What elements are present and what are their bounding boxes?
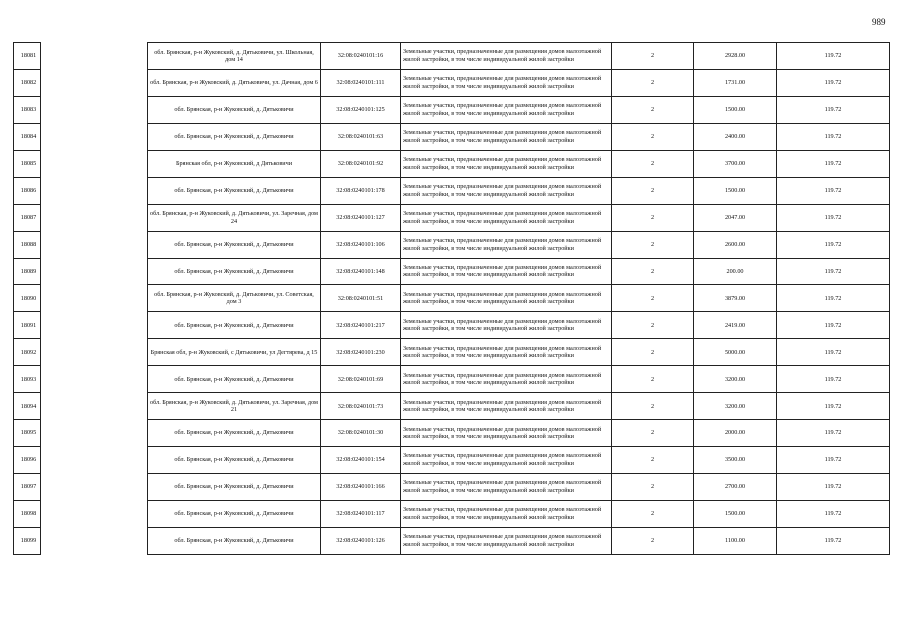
area-cell: 3200.00: [694, 366, 777, 393]
spacer-cell: [41, 447, 148, 474]
specific-value-cell: 119.72: [777, 500, 890, 527]
cadastral-number-cell: 32:08:0240101:30: [321, 420, 401, 447]
specific-value-cell: 119.72: [777, 474, 890, 501]
row-number-cell: 18098: [14, 500, 41, 527]
spacer-cell: [41, 204, 148, 231]
cadastral-number-cell: 32:08:0240101:125: [321, 96, 401, 123]
area-cell: 2700.00: [694, 474, 777, 501]
group-cell: 2: [612, 339, 694, 366]
spacer-cell: [41, 474, 148, 501]
area-cell: 1500.00: [694, 177, 777, 204]
address-cell: обл. Брянская, р-н Жуковский, д. Дятьковичи: [148, 527, 321, 554]
cadastral-number-cell: 32:08:0240101:16: [321, 43, 401, 70]
spacer-cell: [41, 43, 148, 70]
land-purpose-cell: Земельные участки, предназначенные для размещения домов малоэтажной жилой застройки, в том числе индивидуальной жилой застройки: [401, 150, 612, 177]
spacer-cell: [41, 150, 148, 177]
cadastral-number-cell: 32:08:0240101:117: [321, 500, 401, 527]
land-purpose-cell: Земельные участки, предназначенные для размещения домов малоэтажной жилой застройки, в том числе индивидуальной жилой застройки: [401, 393, 612, 420]
group-cell: 2: [612, 393, 694, 420]
group-cell: 2: [612, 527, 694, 554]
group-cell: 2: [612, 204, 694, 231]
land-purpose-cell: Земельные участки, предназначенные для размещения домов малоэтажной жилой застройки, в том числе индивидуальной жилой застройки: [401, 339, 612, 366]
specific-value-cell: 119.72: [777, 150, 890, 177]
row-number-cell: 18082: [14, 69, 41, 96]
cadastral-number-cell: 32:08:0240101:126: [321, 527, 401, 554]
address-cell: обл. Брянская, р-н Жуковский, д. Дятьковичи, ул. Заречная, дом 24: [148, 204, 321, 231]
row-number-cell: 18099: [14, 527, 41, 554]
spacer-cell: [41, 177, 148, 204]
table-row: [14, 312, 890, 339]
land-purpose-cell: Земельные участки, предназначенные для размещения домов малоэтажной жилой застройки, в том числе индивидуальной жилой застройки: [401, 177, 612, 204]
area-cell: 3700.00: [694, 150, 777, 177]
area-cell: 3200.00: [694, 393, 777, 420]
cadastral-number-cell: 32:08:0240101:106: [321, 231, 401, 258]
table-row: [14, 258, 890, 285]
area-cell: 1500.00: [694, 96, 777, 123]
spacer-cell: [41, 312, 148, 339]
spacer-cell: [41, 231, 148, 258]
row-number-cell: 18092: [14, 339, 41, 366]
address-cell: обл. Брянская, р-н Жуковский, д. Дятьковичи: [148, 447, 321, 474]
specific-value-cell: 119.72: [777, 177, 890, 204]
group-cell: 2: [612, 500, 694, 527]
table-row: [14, 420, 890, 447]
group-cell: 2: [612, 231, 694, 258]
specific-value-cell: 119.72: [777, 231, 890, 258]
specific-value-cell: 119.72: [777, 285, 890, 312]
area-cell: 1100.00: [694, 527, 777, 554]
area-cell: 200.00: [694, 258, 777, 285]
group-cell: 2: [612, 69, 694, 96]
specific-value-cell: 119.72: [777, 447, 890, 474]
land-purpose-cell: Земельные участки, предназначенные для размещения домов малоэтажной жилой застройки, в том числе индивидуальной жилой застройки: [401, 527, 612, 554]
cadastral-number-cell: 32:08:0240101:148: [321, 258, 401, 285]
specific-value-cell: 119.72: [777, 69, 890, 96]
row-number-cell: 18085: [14, 150, 41, 177]
address-cell: обл. Брянская, р-н Жуковский, д. Дятьковичи, ул. Дачная, дом 6: [148, 69, 321, 96]
land-purpose-cell: Земельные участки, предназначенные для размещения домов малоэтажной жилой застройки, в том числе индивидуальной жилой застройки: [401, 366, 612, 393]
address-cell: обл. Брянская, р-н Жуковский, д. Дятьковичи: [148, 123, 321, 150]
spacer-cell: [41, 123, 148, 150]
spacer-cell: [41, 69, 148, 96]
land-purpose-cell: Земельные участки, предназначенные для размещения домов малоэтажной жилой застройки, в том числе индивидуальной жилой застройки: [401, 43, 612, 70]
address-cell: обл. Брянская, р-н Жуковский, д. Дятьковичи, ул. Школьная, дом 14: [148, 43, 321, 70]
spacer-cell: [41, 339, 148, 366]
row-number-cell: 18090: [14, 285, 41, 312]
cadastral-number-cell: 32:08:0240101:230: [321, 339, 401, 366]
table-row: [14, 96, 890, 123]
table-row: [14, 204, 890, 231]
row-number-cell: 18091: [14, 312, 41, 339]
area-cell: 2400.00: [694, 123, 777, 150]
land-purpose-cell: Земельные участки, предназначенные для размещения домов малоэтажной жилой застройки, в том числе индивидуальной жилой застройки: [401, 312, 612, 339]
specific-value-cell: 119.72: [777, 339, 890, 366]
specific-value-cell: 119.72: [777, 123, 890, 150]
address-cell: обл. Брянская, р-н Жуковский, д. Дятьковичи, ул. Советская, дом 3: [148, 285, 321, 312]
row-number-cell: 18088: [14, 231, 41, 258]
cadastral-number-cell: 32:08:0240101:217: [321, 312, 401, 339]
cadastral-number-cell: 32:08:0240101:63: [321, 123, 401, 150]
spacer-cell: [41, 258, 148, 285]
row-number-cell: 18083: [14, 96, 41, 123]
area-cell: 2000.00: [694, 420, 777, 447]
specific-value-cell: 119.72: [777, 258, 890, 285]
land-purpose-cell: Земельные участки, предназначенные для размещения домов малоэтажной жилой застройки, в том числе индивидуальной жилой застройки: [401, 69, 612, 96]
table-row: [14, 150, 890, 177]
area-cell: 2928.00: [694, 43, 777, 70]
table-row: [14, 339, 890, 366]
spacer-cell: [41, 285, 148, 312]
address-cell: обл. Брянская, р-н Жуковский, д. Дятьковичи: [148, 231, 321, 258]
land-purpose-cell: Земельные участки, предназначенные для размещения домов малоэтажной жилой застройки, в том числе индивидуальной жилой застройки: [401, 285, 612, 312]
group-cell: 2: [612, 420, 694, 447]
area-cell: 1731.00: [694, 69, 777, 96]
group-cell: 2: [612, 258, 694, 285]
address-cell: Брянская обл, р-н Жуковский, д Дятьковичи: [148, 150, 321, 177]
row-number-cell: 18097: [14, 474, 41, 501]
land-parcel-table: [13, 42, 890, 555]
page-number: 989: [872, 17, 886, 27]
table-row: [14, 500, 890, 527]
specific-value-cell: 119.72: [777, 204, 890, 231]
cadastral-number-cell: 32:08:0240101:92: [321, 150, 401, 177]
specific-value-cell: 119.72: [777, 527, 890, 554]
row-number-cell: 18086: [14, 177, 41, 204]
group-cell: 2: [612, 177, 694, 204]
table-row: [14, 43, 890, 70]
cadastral-number-cell: 32:08:0240101:73: [321, 393, 401, 420]
row-number-cell: 18081: [14, 43, 41, 70]
cadastral-number-cell: 32:08:0240101:111: [321, 69, 401, 96]
land-purpose-cell: Земельные участки, предназначенные для размещения домов малоэтажной жилой застройки, в том числе индивидуальной жилой застройки: [401, 231, 612, 258]
address-cell: обл. Брянская, р-н Жуковский, д. Дятьковичи: [148, 312, 321, 339]
row-number-cell: 18089: [14, 258, 41, 285]
address-cell: обл. Брянская, р-н Жуковский, д. Дятьковичи: [148, 500, 321, 527]
land-purpose-cell: Земельные участки, предназначенные для размещения домов малоэтажной жилой застройки, в том числе индивидуальной жилой застройки: [401, 204, 612, 231]
group-cell: 2: [612, 150, 694, 177]
address-cell: обл. Брянская, р-н Жуковский, д. Дятьковичи: [148, 366, 321, 393]
row-number-cell: 18084: [14, 123, 41, 150]
specific-value-cell: 119.72: [777, 96, 890, 123]
group-cell: 2: [612, 285, 694, 312]
table-row: [14, 69, 890, 96]
specific-value-cell: 119.72: [777, 366, 890, 393]
address-cell: обл. Брянская, р-н Жуковский, д. Дятьковичи: [148, 177, 321, 204]
specific-value-cell: 119.72: [777, 393, 890, 420]
group-cell: 2: [612, 123, 694, 150]
area-cell: 3879.00: [694, 285, 777, 312]
table-body: [14, 43, 890, 555]
spacer-cell: [41, 393, 148, 420]
row-number-cell: 18094: [14, 393, 41, 420]
address-cell: обл. Брянская, р-н Жуковский, д. Дятьковичи: [148, 474, 321, 501]
land-purpose-cell: Земельные участки, предназначенные для размещения домов малоэтажной жилой застройки, в том числе индивидуальной жилой застройки: [401, 420, 612, 447]
area-cell: 3500.00: [694, 447, 777, 474]
group-cell: 2: [612, 312, 694, 339]
spacer-cell: [41, 420, 148, 447]
area-cell: 5000.00: [694, 339, 777, 366]
spacer-cell: [41, 500, 148, 527]
address-cell: Брянская обл, р-н Жуковский, с Дятьковичи, ул Дегтярева, д 15: [148, 339, 321, 366]
table-row: [14, 231, 890, 258]
area-cell: 2419.00: [694, 312, 777, 339]
table-row: [14, 393, 890, 420]
row-number-cell: 18093: [14, 366, 41, 393]
area-cell: 2047.00: [694, 204, 777, 231]
table-row: [14, 177, 890, 204]
cadastral-number-cell: 32:08:0240101:127: [321, 204, 401, 231]
area-cell: 2600.00: [694, 231, 777, 258]
specific-value-cell: 119.72: [777, 43, 890, 70]
table-row: [14, 527, 890, 554]
address-cell: обл. Брянская, р-н Жуковский, д. Дятьковичи, ул. Заречная, дом 21: [148, 393, 321, 420]
address-cell: обл. Брянская, р-н Жуковский, д. Дятьковичи: [148, 258, 321, 285]
land-purpose-cell: Земельные участки, предназначенные для размещения домов малоэтажной жилой застройки, в том числе индивидуальной жилой застройки: [401, 500, 612, 527]
row-number-cell: 18095: [14, 420, 41, 447]
cadastral-number-cell: 32:08:0240101:154: [321, 447, 401, 474]
cadastral-number-cell: 32:08:0240101:178: [321, 177, 401, 204]
area-cell: 1500.00: [694, 500, 777, 527]
group-cell: 2: [612, 447, 694, 474]
land-purpose-cell: Земельные участки, предназначенные для размещения домов малоэтажной жилой застройки, в том числе индивидуальной жилой застройки: [401, 447, 612, 474]
table-row: [14, 447, 890, 474]
address-cell: обл. Брянская, р-н Жуковский, д. Дятьковичи: [148, 420, 321, 447]
row-number-cell: 18087: [14, 204, 41, 231]
cadastral-number-cell: 32:08:0240101:51: [321, 285, 401, 312]
table-row: [14, 285, 890, 312]
land-purpose-cell: Земельные участки, предназначенные для размещения домов малоэтажной жилой застройки, в том числе индивидуальной жилой застройки: [401, 474, 612, 501]
spacer-cell: [41, 96, 148, 123]
row-number-cell: 18096: [14, 447, 41, 474]
land-purpose-cell: Земельные участки, предназначенные для размещения домов малоэтажной жилой застройки, в том числе индивидуальной жилой застройки: [401, 258, 612, 285]
address-cell: обл. Брянская, р-н Жуковский, д. Дятьковичи: [148, 96, 321, 123]
group-cell: 2: [612, 96, 694, 123]
group-cell: 2: [612, 366, 694, 393]
table-row: [14, 366, 890, 393]
specific-value-cell: 119.72: [777, 312, 890, 339]
cadastral-number-cell: 32:08:0240101:69: [321, 366, 401, 393]
specific-value-cell: 119.72: [777, 420, 890, 447]
spacer-cell: [41, 527, 148, 554]
cadastral-number-cell: 32:08:0240101:166: [321, 474, 401, 501]
spacer-cell: [41, 366, 148, 393]
group-cell: 2: [612, 43, 694, 70]
table-row: [14, 474, 890, 501]
group-cell: 2: [612, 474, 694, 501]
land-purpose-cell: Земельные участки, предназначенные для размещения домов малоэтажной жилой застройки, в том числе индивидуальной жилой застройки: [401, 96, 612, 123]
land-purpose-cell: Земельные участки, предназначенные для размещения домов малоэтажной жилой застройки, в том числе индивидуальной жилой застройки: [401, 123, 612, 150]
table-row: [14, 123, 890, 150]
